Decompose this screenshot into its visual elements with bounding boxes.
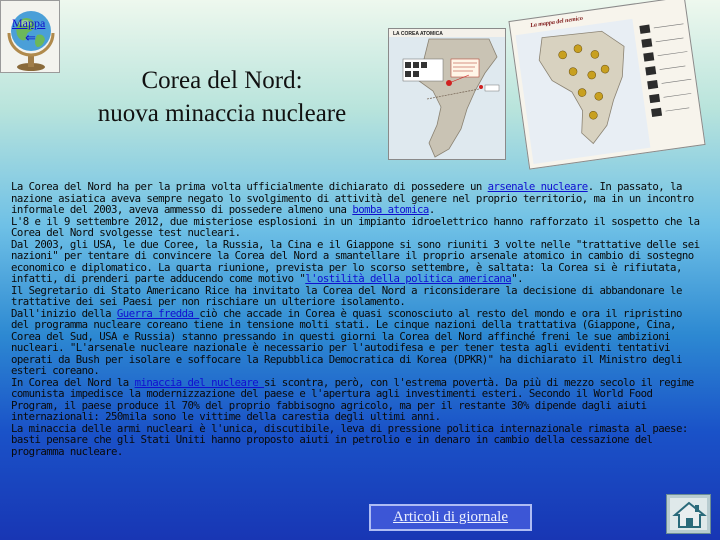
map-link[interactable]: Mappa xyxy=(12,16,46,30)
link-guerra-fredda[interactable]: Guerra fredda xyxy=(116,306,200,320)
paragraph-3 xyxy=(11,239,701,285)
paragraph-4: Il Segretario di Stato Americano Rice ha invitato la Corea del Nord a riconsiderare la decisione di abbandonare le trattative dei sei Paesi per non rischiare un ulteriore isolamento. xyxy=(11,283,682,308)
link-minaccia-del-nucleare[interactable]: minaccia del nucleare xyxy=(134,375,265,389)
articles-button-label[interactable]: Articoli di giornale xyxy=(393,509,508,525)
paragraph-1 xyxy=(11,181,701,216)
paragraph-2: L'8 e il 9 settembre 2012, due misteriose esplosioni in un impianto idroelettrico hanno rafforzato il sospetto che la Corea del Nord svolgesse test nucleari. xyxy=(11,214,700,239)
home-icon xyxy=(667,495,712,535)
paragraph-6 xyxy=(11,377,701,423)
text-span: Dall'inizio della xyxy=(11,306,117,320)
paragraph-5 xyxy=(11,308,701,377)
link-bomba-atomica[interactable]: bomba atomica xyxy=(352,203,429,216)
korea-map-graphic xyxy=(389,29,506,160)
text-span: ciò che accade in Corea è quasi sconosciuto al resto del mondo e ora il ripristino del programma nucleare coreano tiene in tensione molti stati. Le cinque nazioni della trattativa (Giappone, Cina, Corea del Sud, USA e Russia) stanno pressando in questi giorni la Corea del Nord affinché freni le sue ambizioni nucleari. "L'arsenale nucleare nazionale è necessario per l'autodifesa e per tener testa agli evidenti tentativi operati da Bush per isolare e soffocare la Repubblica Democratica di Korea (DPKR)" ha dichiarato il Ministro degli esteri coreano. xyxy=(11,306,682,377)
link-ostilita-politica-americana[interactable]: l'ostilità della politica americana xyxy=(305,272,512,285)
home-button[interactable] xyxy=(666,494,711,534)
text-span: si scontra, però, con l'estrema povertà. Da più di mezzo secolo il regime comunista impedisce la modernizzazione del paese e l'apertura agli investimenti esteri. Secondo il World Food Program, il paese produce il 70% del proprio fabbisogno agricolo, ma per il restante 30% dipende dagli aiuti internazionali: 250mila sono le vittime della carestia degli ultimi anni. xyxy=(11,375,694,423)
enemy-weapons-map-image xyxy=(508,0,705,170)
title-line-1: Corea del Nord: xyxy=(141,67,303,94)
korea-nuclear-map-image xyxy=(388,28,506,160)
map-nav-button[interactable] xyxy=(0,0,60,73)
text-span: La Corea del Nord ha per la prima volta ufficialmente dichiarato di possedere un xyxy=(11,180,488,193)
page-title xyxy=(60,64,384,130)
title-line-2: nuova minaccia nucleare xyxy=(97,100,347,127)
articles-button[interactable] xyxy=(369,504,532,531)
text-span: Dal 2003, gli USA, le due Coree, la Russia, la Cina e il Giappone si sono riuniti 3 volte nelle "trattative delle sei nazioni" per tentare di convincere la Corea del Nord a smantellare il proprio arsenale atomico in cambio di sostegno economico e diplomatico. La quarta riunione, prevista per lo scorso settembre, è saltata: la Corea si è rifiutata, infatti, di prenderi parte adducendo come motivo " xyxy=(11,237,700,285)
korea-map-title: LA COREA ATOMICA xyxy=(393,31,443,37)
text-span: . In passato, la nazione asiatica aveva sempre negato lo svolgimento di attività del genere nel proprio territorio, ma in un incontro informale del 2003, aveva ammesso di possedere almeno una xyxy=(11,180,694,216)
link-arsenale-nucleare[interactable]: arsenale nucleare xyxy=(487,180,588,193)
text-span: . xyxy=(428,203,435,216)
weapons-map-title: La mappa del nemico xyxy=(529,15,584,30)
back-arrow-icon[interactable]: ⇐ xyxy=(25,31,36,46)
paragraph-7: La minaccia delle armi nucleari è l'unica, discutibile, leva di pressione politica internazionale rimasta al paese: basti pensare che gli Stati Uniti hanno proposto aiuti in petrolio e in denaro in cambio della cessazione del programma nucleare. xyxy=(11,421,688,458)
text-span: In Corea del Nord la xyxy=(11,375,135,389)
text-span: ". xyxy=(511,272,523,285)
article-body xyxy=(11,181,701,457)
